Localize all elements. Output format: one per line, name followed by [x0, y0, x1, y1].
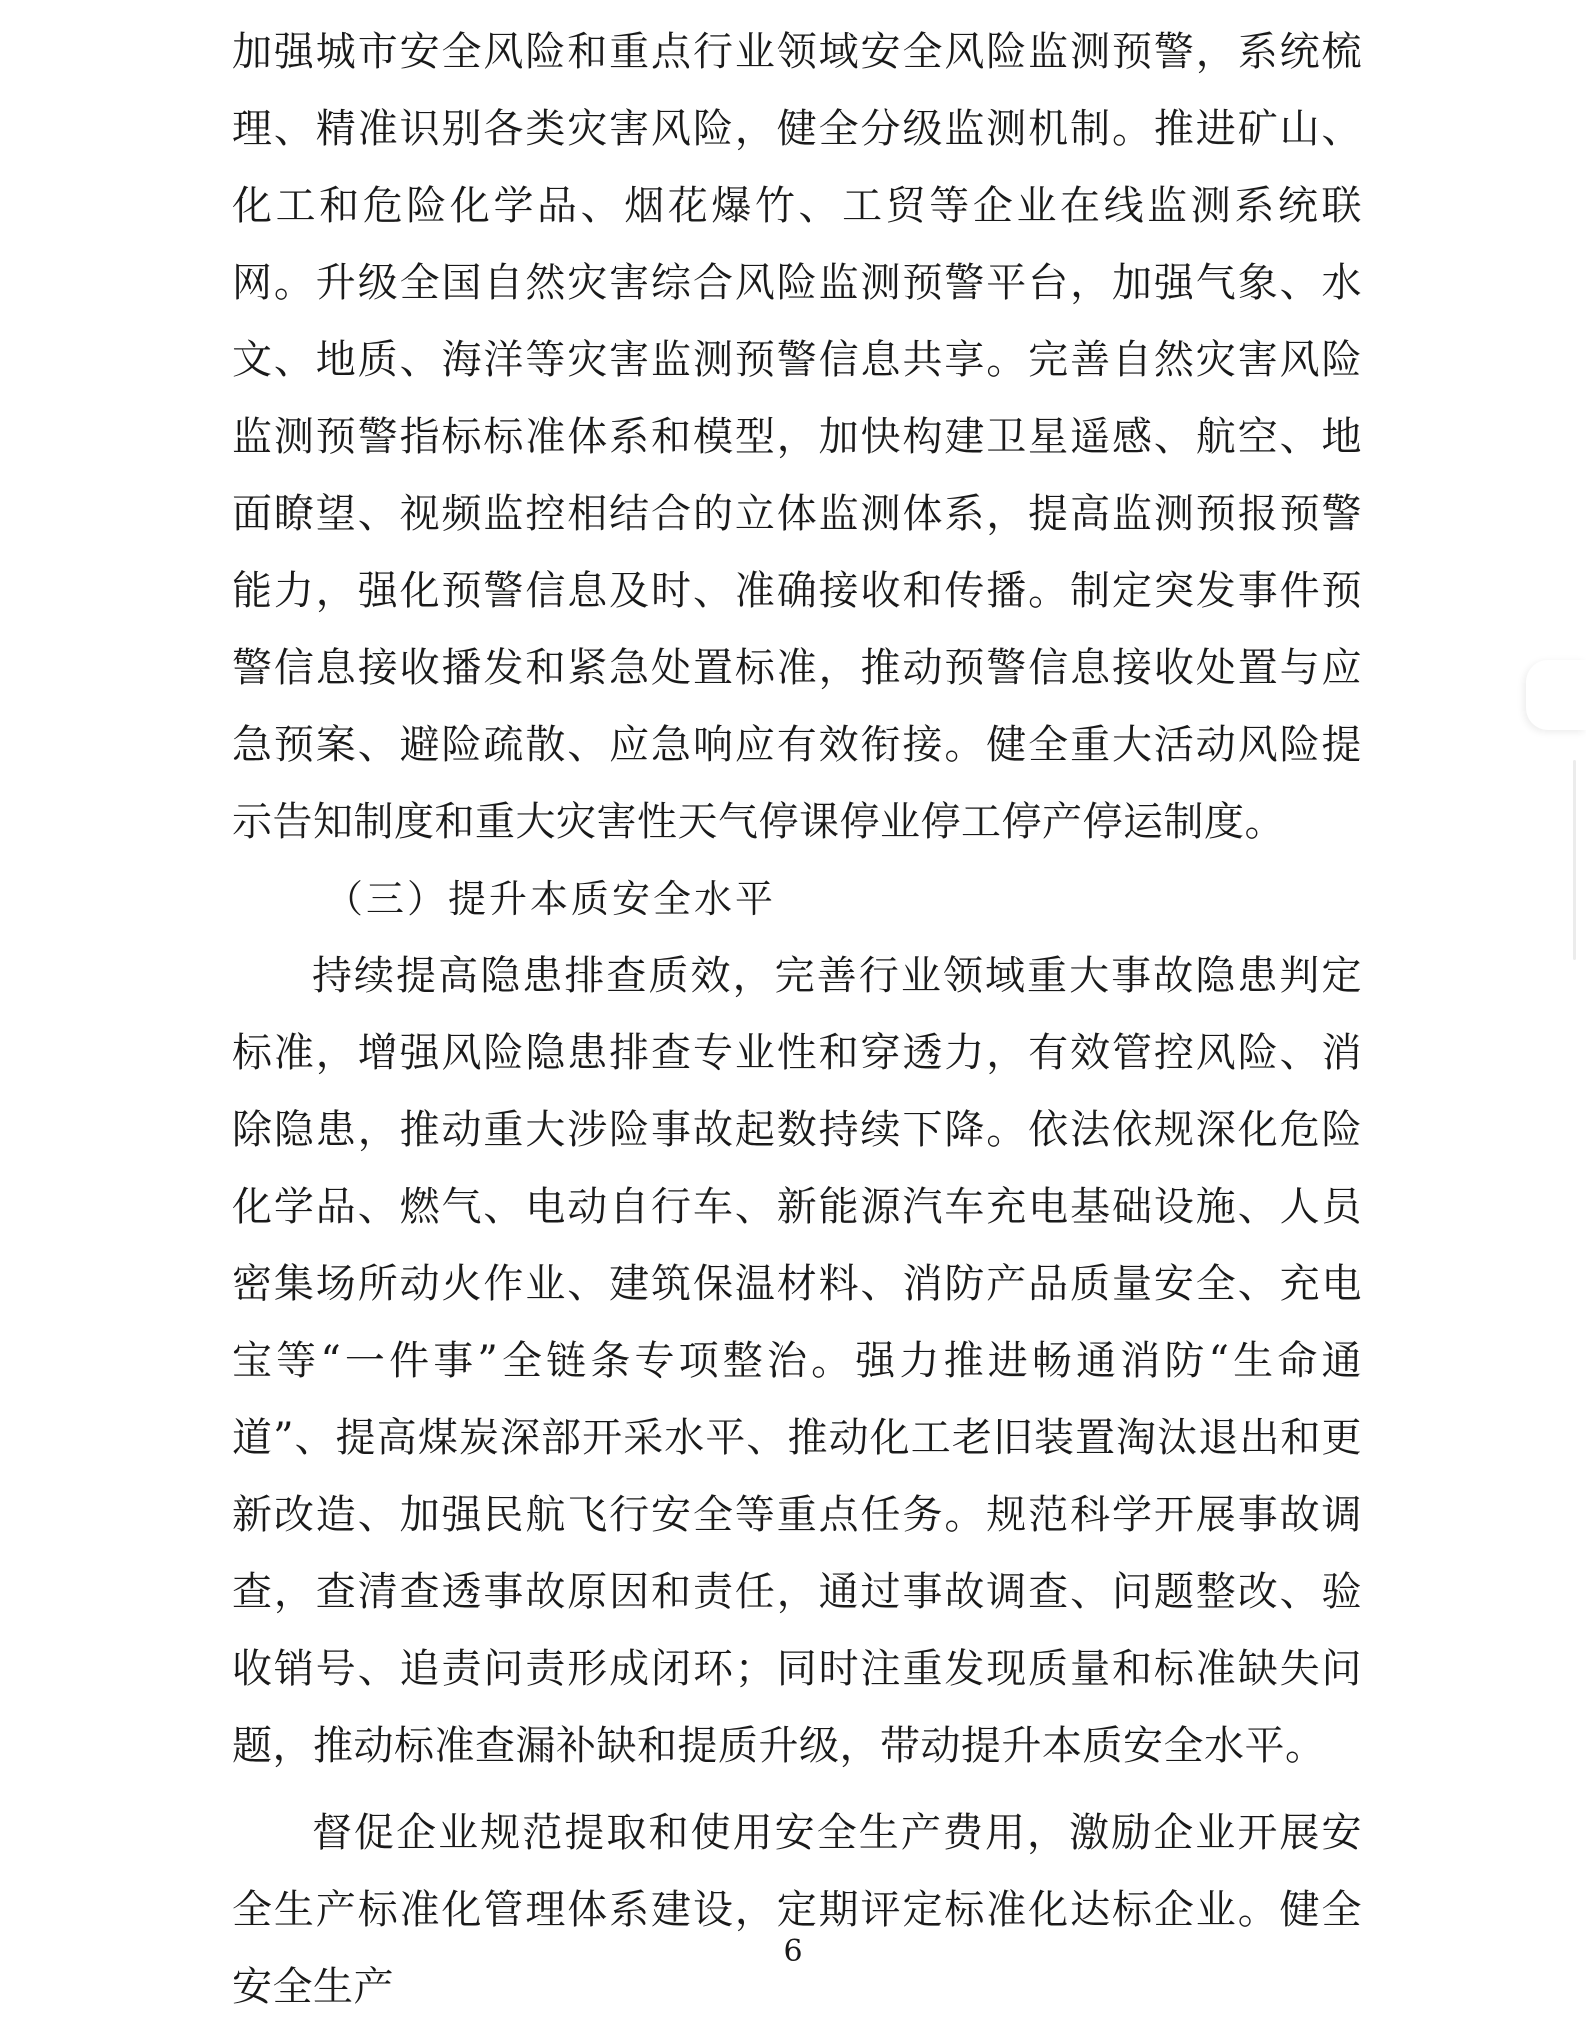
- paragraph-enterprise-safety-costs: 督促企业规范提取和使用安全生产费用，激励企业开展安全生产标准化管理体系建设，定期评定标准化达标企业。健全安全生产: [232, 1810, 1362, 2010]
- section-heading: （三）提升本质安全水平: [325, 877, 777, 921]
- side-panel-handle[interactable]: [1526, 660, 1586, 730]
- paragraph-hazard-investigation: 持续提高隐患排查质效，完善行业领域重大事故隐患判定标准，增强风险隐患排查专业性和穿透力，有效管控风险、消除隐患，推动重大涉险事故起数持续下降。依法依规深化危险化学品、燃气、电动自行车、新能源汽车充电基础设施、人员密集场所动火作业、建筑保温材料、消防产品质量安全、充电宝等“一件事”全链条专项整治。强力推进畅通消防“生命通道”、提高煤炭深部开采水平、推动化工老旧装置淘汰退出和更新改造、加强民航飞行安全等重点任务。规范科学开展事故调查，查清查透事故原因和责任，通过事故调查、问题整改、验收销号、追责问责形成闭环；同时注重发现质量和标准缺失问题，推动标准查漏补缺和提质升级，带动提升本质安全水平。: [232, 953, 1362, 1769]
- scrollbar-track[interactable]: [1573, 760, 1576, 960]
- paragraph-gap: [232, 1785, 1362, 1795]
- document-body: [232, 14, 1362, 2026]
- paragraph-monitoring-warning: 加强城市安全风险和重点行业领域安全风险监测预警，系统梳理、精准识别各类灾害风险，健全分级监测机制。推进矿山、化工和危险化学品、烟花爆竹、工贸等企业在线监测系统联网。升级全国自然灾害综合风险监测预警平台，加强气象、水文、地质、海洋等灾害监测预警信息共享。完善自然灾害风险监测预警指标标准体系和模型，加快构建卫星遥感、航空、地面瞭望、视频监控相结合的立体监测体系，提高监测预报预警能力，强化预警信息及时、准确接收和传播。制定突发事件预警信息接收播发和紧急处置标准，推动预警信息接收处置与应急预案、避险疏散、应急响应有效衔接。健全重大活动风险提示告知制度和重大灾害性天气停课停业停工停产停运制度。: [232, 29, 1362, 845]
- page-number: 6: [783, 1934, 803, 1969]
